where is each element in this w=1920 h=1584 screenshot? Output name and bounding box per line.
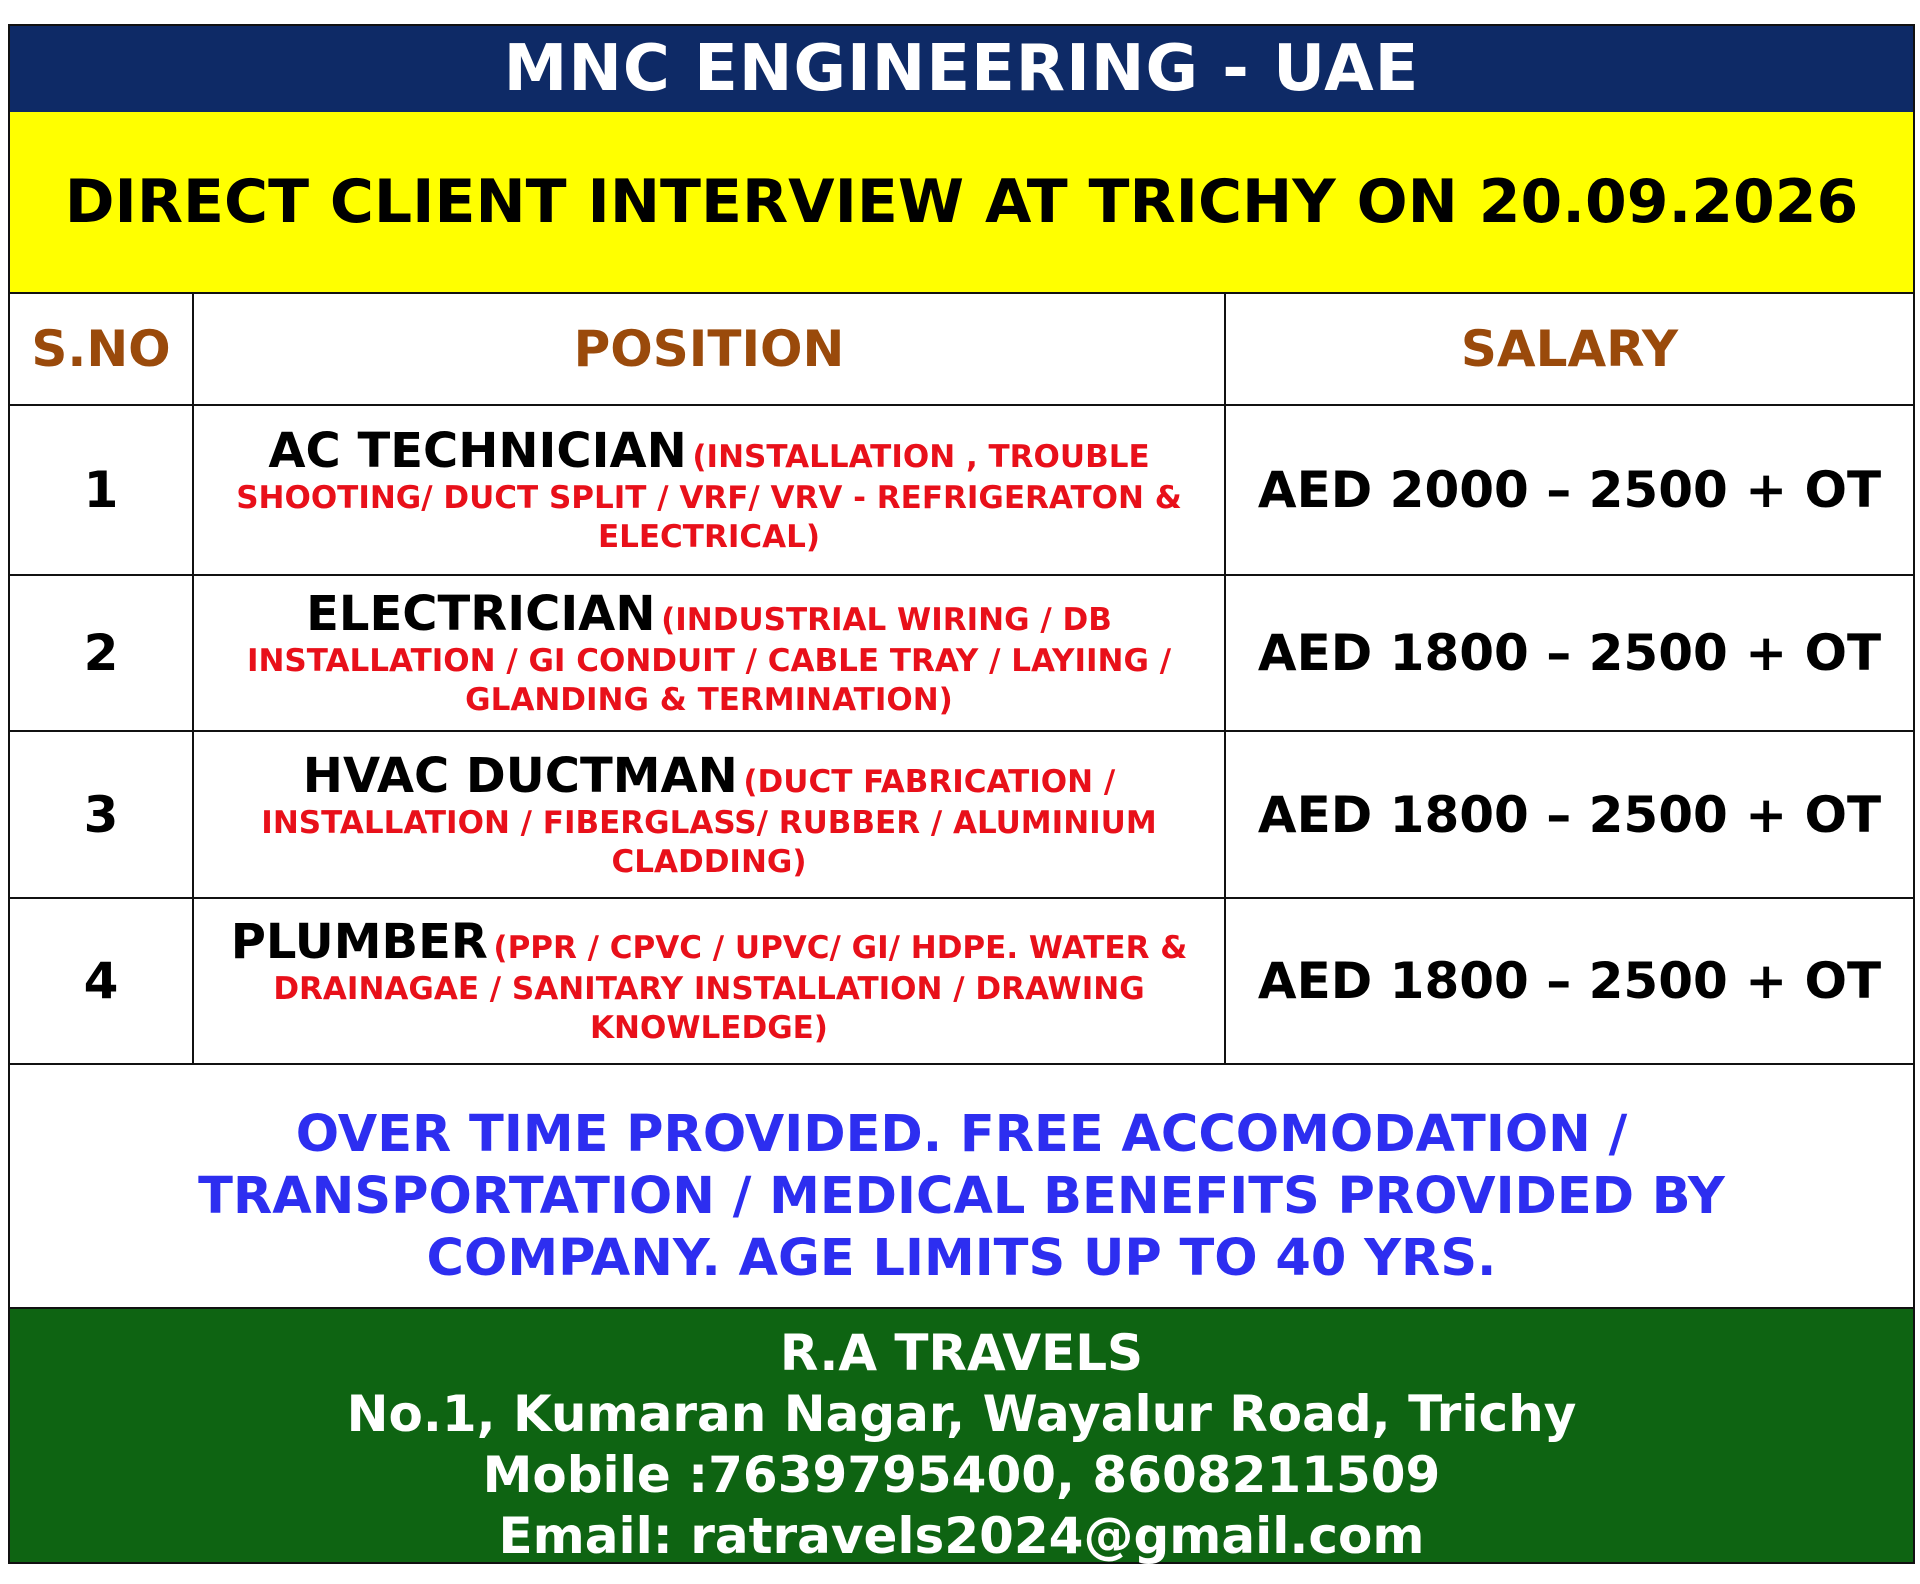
benefits-note: OVER TIME PROVIDED. FREE ACCOMODATION / TRANSPORTATION / MEDICAL BENEFITS PROVIDED BY COMPANY. AGE LIMITS UP TO 40 YRS. <box>198 1105 1725 1288</box>
row-position <box>193 731 1225 898</box>
flyer-title: MNC ENGINEERING - UAE <box>10 26 1913 112</box>
interview-banner: DIRECT CLIENT INTERVIEW AT TRICHY ON 20.09.2026 <box>10 112 1913 294</box>
row-salary: AED 1800 – 2500 + OT <box>1225 898 1913 1064</box>
table-row <box>10 575 1913 731</box>
row-salary: AED 1800 – 2500 + OT <box>1225 731 1913 898</box>
column-header-salary: SALARY <box>1225 294 1913 405</box>
company-address: No.1, Kumaran Nagar, Wayalur Road, Trichy <box>346 1385 1577 1443</box>
table-row <box>10 405 1913 575</box>
position-details: (INSTALLATION , TROUBLE SHOOTING/ DUCT SPLIT / VRF/ VRV - REFRIGERATON & ELECTRICAL) <box>236 439 1182 555</box>
table-header-row <box>10 294 1913 405</box>
row-sno: 3 <box>10 731 193 898</box>
row-salary: AED 2000 – 2500 + OT <box>1225 405 1913 575</box>
position-title: ELECTRICIAN <box>306 586 656 642</box>
row-position <box>193 405 1225 575</box>
company-name: R.A TRAVELS <box>779 1324 1144 1382</box>
column-header-sno: S.NO <box>10 294 193 405</box>
positions-table <box>10 294 1913 1065</box>
position-title: PLUMBER <box>230 914 488 970</box>
row-sno: 1 <box>10 405 193 575</box>
position-details: (DUCT FABRICATION / INSTALLATION / FIBERGLASS/ RUBBER / ALUMINIUM CLADDING) <box>261 763 1157 880</box>
row-position <box>193 575 1225 731</box>
job-flyer <box>8 24 1915 1564</box>
row-position <box>193 898 1225 1064</box>
column-header-position: POSITION <box>193 294 1225 405</box>
position-title: HVAC DUCTMAN <box>302 747 738 804</box>
position-details: (PPR / CPVC / UPVC/ GI/ HDPE. WATER & DRAINAGAE / SANITARY INSTALLATION / DRAWING KNOWLEDGE) <box>273 930 1188 1046</box>
position-details: (INDUSTRIAL WIRING / DB INSTALLATION / GI CONDUIT / CABLE TRAY / LAYIING / GLANDING & TERMINATION) <box>246 602 1172 718</box>
table-row <box>10 898 1913 1064</box>
company-email: Email: ratravels2024@gmail.com <box>498 1507 1425 1565</box>
row-salary: AED 1800 – 2500 + OT <box>1225 575 1913 731</box>
row-sno: 4 <box>10 898 193 1064</box>
contact-footer <box>10 1307 1913 1565</box>
table-row <box>10 731 1913 898</box>
row-sno: 2 <box>10 575 193 731</box>
position-title: AC TECHNICIAN <box>268 423 687 479</box>
company-mobile: Mobile :7639795400, 8608211509 <box>482 1446 1441 1504</box>
